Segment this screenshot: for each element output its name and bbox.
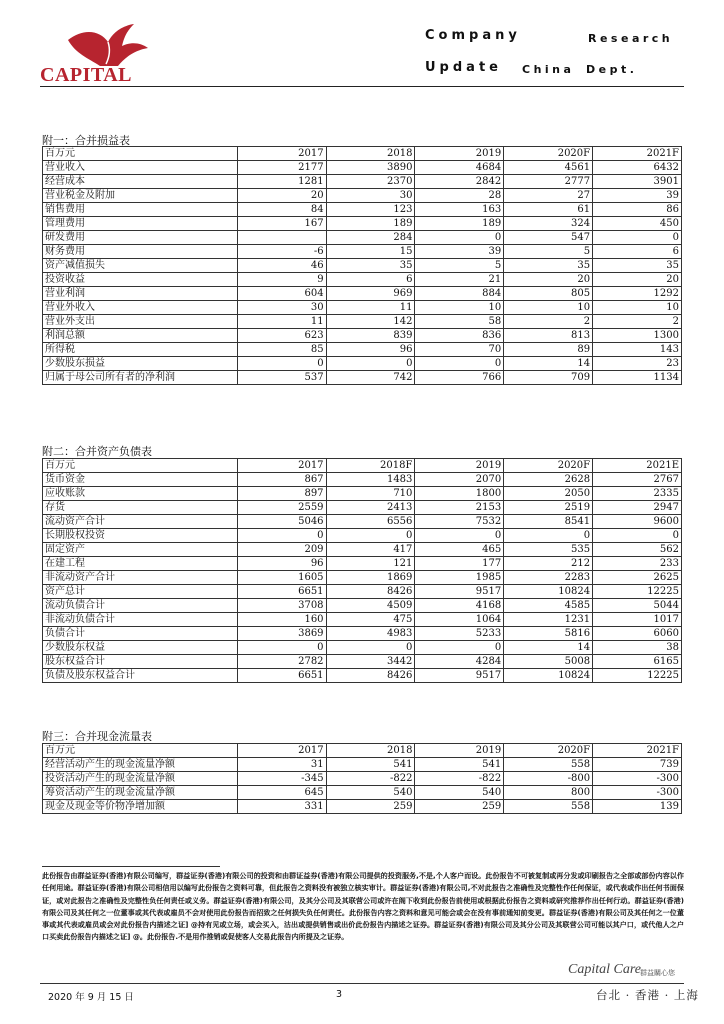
- row-label: 所得税: [43, 343, 238, 357]
- cell-value: 0: [237, 529, 326, 543]
- cell-value: 969: [326, 287, 415, 301]
- table-row: [43, 515, 682, 529]
- cell-value: 450: [593, 217, 682, 231]
- cell-value: 212: [504, 557, 593, 571]
- cell-value: 3901: [593, 175, 682, 189]
- cell-value: 139: [593, 800, 682, 814]
- cell-value: 35: [504, 259, 593, 273]
- table-row: [43, 758, 682, 772]
- cell-value: 547: [504, 231, 593, 245]
- header-research: Research: [588, 32, 674, 45]
- cell-value: 10824: [504, 585, 593, 599]
- cell-value: 163: [415, 203, 504, 217]
- header-dept: Dept.: [586, 63, 638, 76]
- cell-value: 189: [326, 217, 415, 231]
- cell-value: 2018: [326, 744, 415, 758]
- row-label: 研发费用: [43, 231, 238, 245]
- header-company: Company: [425, 28, 521, 43]
- cell-value: 331: [237, 800, 326, 814]
- row-label: 营业税金及附加: [43, 189, 238, 203]
- cell-value: 2777: [504, 175, 593, 189]
- cell-value: -300: [593, 772, 682, 786]
- cell-value: 2625: [593, 571, 682, 585]
- cell-value: 21: [415, 273, 504, 287]
- table-row: [43, 259, 682, 273]
- cell-value: 0: [326, 641, 415, 655]
- cell-value: 3708: [237, 599, 326, 613]
- cell-value: 739: [593, 758, 682, 772]
- cell-value: 5046: [237, 515, 326, 529]
- cashflow-table: [42, 743, 682, 814]
- cell-value: 2050: [504, 487, 593, 501]
- cell-value: 0: [237, 357, 326, 371]
- cell-value: 28: [415, 189, 504, 203]
- cell-value: 209: [237, 543, 326, 557]
- table-row: [43, 189, 682, 203]
- cell-value: 465: [415, 543, 504, 557]
- cell-value: 558: [504, 800, 593, 814]
- cell-value: 38: [593, 641, 682, 655]
- cell-value: 2019: [415, 744, 504, 758]
- cell-value: 0: [326, 529, 415, 543]
- cell-value: 2335: [593, 487, 682, 501]
- cell-value: 0: [415, 529, 504, 543]
- cell-value: 3442: [326, 655, 415, 669]
- cell-value: 2018F: [326, 459, 415, 473]
- cell-value: 14: [504, 357, 593, 371]
- cell-value: 6556: [326, 515, 415, 529]
- capital-care-logo: Capital Care: [568, 962, 641, 977]
- table-row: [43, 501, 682, 515]
- cell-value: 96: [326, 343, 415, 357]
- row-label: 少数股东权益: [43, 641, 238, 655]
- cell-value: 11: [326, 301, 415, 315]
- cell-value: 2021F: [593, 744, 682, 758]
- table-row: [43, 543, 682, 557]
- cell-value: 1281: [237, 175, 326, 189]
- cell-value: 2177: [237, 161, 326, 175]
- row-label: 现金及现金等价物净增加额: [43, 800, 238, 814]
- row-label: 资产减值损失: [43, 259, 238, 273]
- table-row: [43, 585, 682, 599]
- table-row: [43, 473, 682, 487]
- cell-value: 4168: [415, 599, 504, 613]
- row-label: 股东权益合计: [43, 655, 238, 669]
- table-row: [43, 343, 682, 357]
- cell-value: 2782: [237, 655, 326, 669]
- cell-value: 70: [415, 343, 504, 357]
- cell-value: 2767: [593, 473, 682, 487]
- income-statement-title: 附一：合并损益表: [42, 134, 130, 147]
- cell-value: 167: [237, 217, 326, 231]
- row-label: 负债合计: [43, 627, 238, 641]
- row-label: 投资活动产生的现金流量净额: [43, 772, 238, 786]
- cell-value: -345: [237, 772, 326, 786]
- footnote-divider: [42, 866, 220, 867]
- cell-value: 39: [593, 189, 682, 203]
- cell-value: 7532: [415, 515, 504, 529]
- cell-value: 160: [237, 613, 326, 627]
- cell-value: 4509: [326, 599, 415, 613]
- cell-value: 6165: [593, 655, 682, 669]
- cell-value: 39: [415, 245, 504, 259]
- cell-value: 5044: [593, 599, 682, 613]
- cell-value: 20: [593, 273, 682, 287]
- cell-value: 5008: [504, 655, 593, 669]
- cell-value: 10824: [504, 669, 593, 683]
- cell-value: 6432: [593, 161, 682, 175]
- cell-value: 96: [237, 557, 326, 571]
- cell-value: 30: [326, 189, 415, 203]
- disclaimer-text: 此份报告由群益证券(香港)有限公司编写，群益证券(香港)有限公司的投资和由群证益券(香港)有限公司提供的投资服务,不是,个人客户而设。此份报告不可被复制或再分发或印刷报告之全部或部份内容以作任何用途。群益证券(香港)有限公司相信用以编写此份报告之资料可靠，但此报告之资料没有被独立核实审计。群益证券(香港)有限公司,不对此报告之准确性及完整性作任何保证，或代表或作出任何书面保证，或对此报告之准确性及完整性负任何责任或义务。群益证券(香港)有限公司，及其分公司及其联营公司或许在阁下收到此份报告前使用或根据此份报告之资料或研究推荐作出任何行动。群益证券(香港)有限公司及其任何之一位董事或其代表或雇员不会对使用此份报告而招致之任何损失负任何责任。此份报告内容之资料和意见可能会或会在没有事前通知前变更。群益证券(香港)有限公司及其任何之一位董事或其代表或雇员或会对此份报告内描述之证] @持有见或立场，或会买入，沽出或提供销售或出价此份报告内描述之证券。群益证券(香港)有限公司及其分公司及其联营公司可能以其户口，或代他人之户口买卖此份报告内描述之证] @。此份报告.不是用作推销或促使客人交易此报告内所提及之证券。: [42, 871, 684, 942]
- table-row: [43, 772, 682, 786]
- cell-value: 2020F: [504, 459, 593, 473]
- cell-value: 10: [415, 301, 504, 315]
- cell-value: 1134: [593, 371, 682, 385]
- cell-value: 8541: [504, 515, 593, 529]
- table-row: [43, 203, 682, 217]
- table-row: [43, 655, 682, 669]
- footer-divider: [40, 983, 684, 984]
- cell-value: 6651: [237, 585, 326, 599]
- cell-value: 836: [415, 329, 504, 343]
- cell-value: 2559: [237, 501, 326, 515]
- cell-value: 61: [504, 203, 593, 217]
- cell-value: 177: [415, 557, 504, 571]
- cell-value: -6: [237, 245, 326, 259]
- row-label: 负债及股东权益合计: [43, 669, 238, 683]
- cell-value: 6651: [237, 669, 326, 683]
- report-date: 2020 年 9 月 15 日: [48, 992, 134, 1003]
- cell-value: 46: [237, 259, 326, 273]
- cell-value: 31: [237, 758, 326, 772]
- row-label: 经营成本: [43, 175, 238, 189]
- cell-value: 0: [326, 357, 415, 371]
- cell-value: 645: [237, 786, 326, 800]
- cell-value: 839: [326, 329, 415, 343]
- table-header-row: [43, 744, 682, 758]
- cell-value: 1017: [593, 613, 682, 627]
- cell-value: 84: [237, 203, 326, 217]
- row-label: 销售费用: [43, 203, 238, 217]
- cell-value: 6060: [593, 627, 682, 641]
- cell-value: 0: [237, 641, 326, 655]
- table-row: [43, 315, 682, 329]
- cell-value: 12225: [593, 669, 682, 683]
- cell-value: 9517: [415, 669, 504, 683]
- cell-value: 0: [415, 641, 504, 655]
- row-label: 财务费用: [43, 245, 238, 259]
- cell-value: 417: [326, 543, 415, 557]
- row-label: 非流动资产合计: [43, 571, 238, 585]
- cell-value: 4983: [326, 627, 415, 641]
- cell-value: 35: [326, 259, 415, 273]
- cell-value: 12225: [593, 585, 682, 599]
- table-row: [43, 571, 682, 585]
- cell-value: [237, 231, 326, 245]
- cell-value: 143: [593, 343, 682, 357]
- table-row: [43, 599, 682, 613]
- cell-value: 1869: [326, 571, 415, 585]
- cell-value: 0: [593, 529, 682, 543]
- cell-value: 4585: [504, 599, 593, 613]
- balance-sheet-table: [42, 458, 682, 683]
- cell-value: 35: [593, 259, 682, 273]
- cell-value: 2153: [415, 501, 504, 515]
- cell-value: 86: [593, 203, 682, 217]
- income-statement-table: [42, 146, 682, 385]
- balance-sheet-title: 附二：合并资产负债表: [42, 445, 152, 458]
- cell-value: 2017: [237, 147, 326, 161]
- row-label: 管理费用: [43, 217, 238, 231]
- table-row: [43, 245, 682, 259]
- cell-value: 259: [326, 800, 415, 814]
- cell-value: 10: [593, 301, 682, 315]
- cell-value: 85: [237, 343, 326, 357]
- row-label: 营业外支出: [43, 315, 238, 329]
- cell-value: 541: [326, 758, 415, 772]
- table-row: [43, 161, 682, 175]
- table-row: [43, 529, 682, 543]
- row-label: 利润总额: [43, 329, 238, 343]
- cell-value: 709: [504, 371, 593, 385]
- table-row: [43, 287, 682, 301]
- cell-value: 189: [415, 217, 504, 231]
- cell-value: -822: [415, 772, 504, 786]
- cell-value: 537: [237, 371, 326, 385]
- cell-value: 1605: [237, 571, 326, 585]
- row-label: 流动负债合计: [43, 599, 238, 613]
- cell-value: 0: [415, 231, 504, 245]
- cell-value: 1292: [593, 287, 682, 301]
- row-label: 营业利润: [43, 287, 238, 301]
- cell-value: 121: [326, 557, 415, 571]
- cell-value: 0: [415, 357, 504, 371]
- header-china: China: [522, 63, 575, 76]
- cell-value: 2021E: [593, 459, 682, 473]
- cell-value: 2: [504, 315, 593, 329]
- cell-value: 2: [593, 315, 682, 329]
- cell-value: 6: [326, 273, 415, 287]
- cell-value: 142: [326, 315, 415, 329]
- row-label: 筹资活动产生的现金流量净额: [43, 786, 238, 800]
- row-label: 流动资产合计: [43, 515, 238, 529]
- table-header-row: [43, 459, 682, 473]
- cell-value: 2413: [326, 501, 415, 515]
- table-row: [43, 329, 682, 343]
- cell-value: 1800: [415, 487, 504, 501]
- cell-value: 11: [237, 315, 326, 329]
- table-row: [43, 175, 682, 189]
- cell-value: 540: [326, 786, 415, 800]
- table-row: [43, 217, 682, 231]
- cell-value: 0: [593, 231, 682, 245]
- cell-value: 2017: [237, 744, 326, 758]
- cashflow-title: 附三：合并现金流量表: [42, 730, 152, 743]
- table-row: [43, 641, 682, 655]
- cell-value: 1483: [326, 473, 415, 487]
- cell-value: 2021F: [593, 147, 682, 161]
- cell-value: 805: [504, 287, 593, 301]
- cell-value: 475: [326, 613, 415, 627]
- table-row: [43, 613, 682, 627]
- row-label: 非流动负债合计: [43, 613, 238, 627]
- row-label: 投资收益: [43, 273, 238, 287]
- cell-value: 813: [504, 329, 593, 343]
- cell-value: 3890: [326, 161, 415, 175]
- cell-value: 9517: [415, 585, 504, 599]
- cell-value: 58: [415, 315, 504, 329]
- row-label: 百万元: [43, 147, 238, 161]
- cell-value: 324: [504, 217, 593, 231]
- cell-value: 123: [326, 203, 415, 217]
- cell-value: 2842: [415, 175, 504, 189]
- row-label: 百万元: [43, 459, 238, 473]
- cell-value: 535: [504, 543, 593, 557]
- cell-value: 284: [326, 231, 415, 245]
- logo-text: CAPITAL: [40, 64, 133, 86]
- cell-value: 1985: [415, 571, 504, 585]
- cell-value: 8426: [326, 669, 415, 683]
- cell-value: 10: [504, 301, 593, 315]
- cell-value: 867: [237, 473, 326, 487]
- row-label: 固定资产: [43, 543, 238, 557]
- cell-value: 9: [237, 273, 326, 287]
- cell-value: 623: [237, 329, 326, 343]
- table-row: [43, 800, 682, 814]
- cell-value: 2070: [415, 473, 504, 487]
- cell-value: 89: [504, 343, 593, 357]
- cell-value: 1300: [593, 329, 682, 343]
- row-label: 货币资金: [43, 473, 238, 487]
- capital-care-cn: 群益關心您: [640, 969, 675, 977]
- cell-value: 2628: [504, 473, 593, 487]
- cell-value: 0: [504, 529, 593, 543]
- cell-value: 800: [504, 786, 593, 800]
- office-cities: 台北 · 香港 · 上海: [596, 988, 699, 1002]
- cell-value: 2019: [415, 147, 504, 161]
- cell-value: 5233: [415, 627, 504, 641]
- cell-value: 8426: [326, 585, 415, 599]
- row-label: 营业外收入: [43, 301, 238, 315]
- cell-value: 2017: [237, 459, 326, 473]
- table-row: [43, 669, 682, 683]
- row-label: 少数股东损益: [43, 357, 238, 371]
- cell-value: 4284: [415, 655, 504, 669]
- cell-value: 14: [504, 641, 593, 655]
- cell-value: 20: [504, 273, 593, 287]
- cell-value: 541: [415, 758, 504, 772]
- row-label: 资产总计: [43, 585, 238, 599]
- cell-value: 2283: [504, 571, 593, 585]
- table-row: [43, 487, 682, 501]
- cell-value: 2947: [593, 501, 682, 515]
- cell-value: 2019: [415, 459, 504, 473]
- cell-value: 9600: [593, 515, 682, 529]
- row-label: 营业收入: [43, 161, 238, 175]
- cell-value: 2370: [326, 175, 415, 189]
- cell-value: 1231: [504, 613, 593, 627]
- cell-value: 5: [504, 245, 593, 259]
- row-label: 应收账款: [43, 487, 238, 501]
- cell-value: 558: [504, 758, 593, 772]
- cell-value: 233: [593, 557, 682, 571]
- table-row: [43, 273, 682, 287]
- cell-value: 259: [415, 800, 504, 814]
- cell-value: 2020F: [504, 744, 593, 758]
- cell-value: 884: [415, 287, 504, 301]
- cell-value: 604: [237, 287, 326, 301]
- cell-value: 710: [326, 487, 415, 501]
- cell-value: -822: [326, 772, 415, 786]
- table-row: [43, 557, 682, 571]
- page-number: 3: [336, 989, 343, 1000]
- table-row: [43, 627, 682, 641]
- cell-value: 6: [593, 245, 682, 259]
- row-label: 存货: [43, 501, 238, 515]
- cell-value: -300: [593, 786, 682, 800]
- cell-value: 562: [593, 543, 682, 557]
- cell-value: 897: [237, 487, 326, 501]
- cell-value: 2519: [504, 501, 593, 515]
- table-header-row: [43, 147, 682, 161]
- cell-value: 5: [415, 259, 504, 273]
- table-row: [43, 786, 682, 800]
- cell-value: 15: [326, 245, 415, 259]
- cell-value: 30: [237, 301, 326, 315]
- row-label: 经营活动产生的现金流量净额: [43, 758, 238, 772]
- table-row: [43, 371, 682, 385]
- row-label: 百万元: [43, 744, 238, 758]
- header-divider: [40, 86, 684, 87]
- cell-value: 23: [593, 357, 682, 371]
- cell-value: 1064: [415, 613, 504, 627]
- cell-value: 4561: [504, 161, 593, 175]
- cell-value: 3869: [237, 627, 326, 641]
- cell-value: 20: [237, 189, 326, 203]
- cell-value: 27: [504, 189, 593, 203]
- cell-value: 2018: [326, 147, 415, 161]
- header-update: Update: [425, 60, 502, 75]
- row-label: 归属于母公司所有者的净利润: [43, 371, 238, 385]
- cell-value: 540: [415, 786, 504, 800]
- cell-value: 4684: [415, 161, 504, 175]
- cell-value: -800: [504, 772, 593, 786]
- row-label: 在建工程: [43, 557, 238, 571]
- cell-value: 742: [326, 371, 415, 385]
- table-row: [43, 301, 682, 315]
- row-label: 长期股权投资: [43, 529, 238, 543]
- cell-value: 766: [415, 371, 504, 385]
- table-row: [43, 231, 682, 245]
- cell-value: 5816: [504, 627, 593, 641]
- table-row: [43, 357, 682, 371]
- cell-value: 2020F: [504, 147, 593, 161]
